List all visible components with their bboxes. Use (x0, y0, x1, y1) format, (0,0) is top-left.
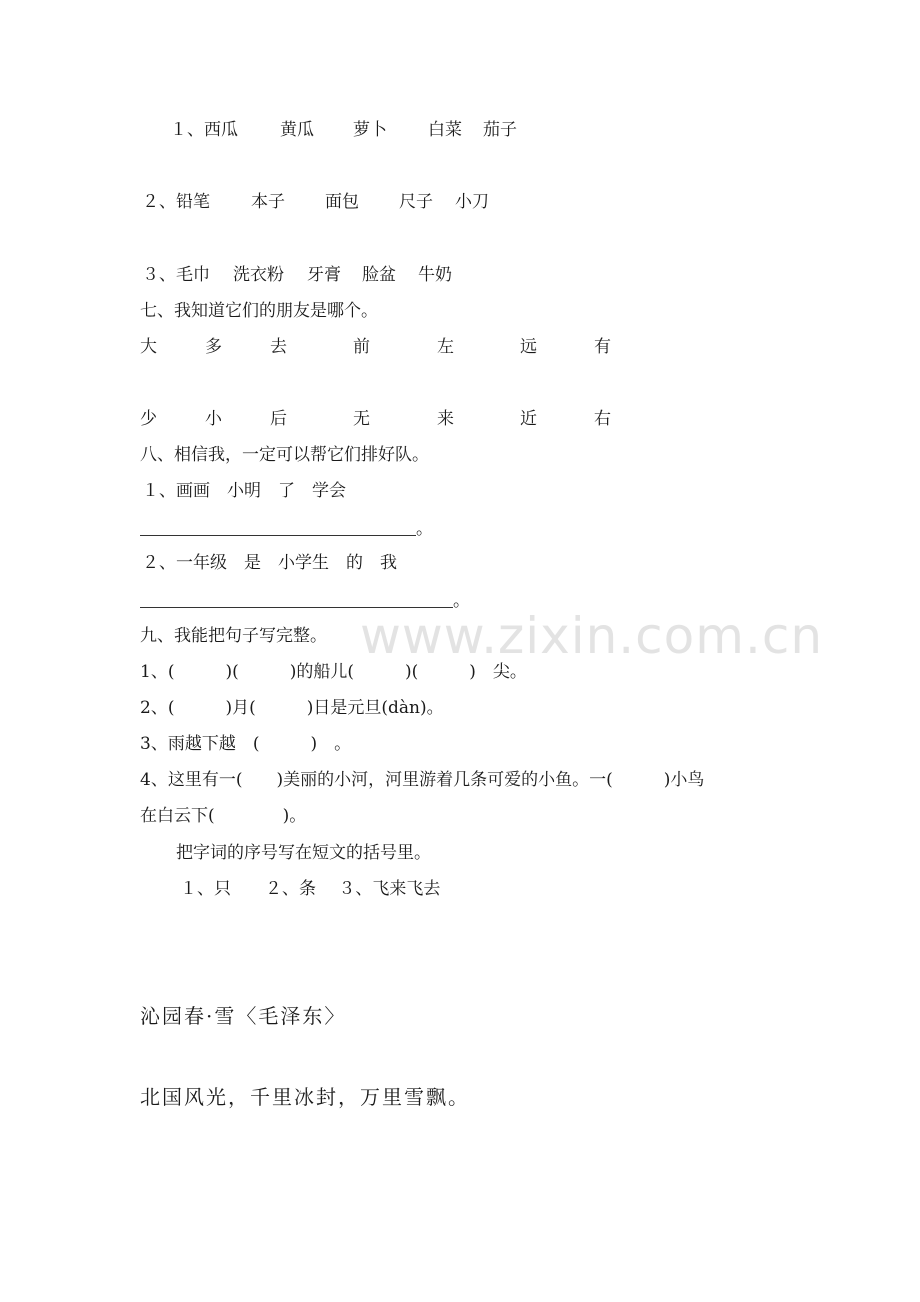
period: 。 (416, 519, 433, 539)
answer-blank-1[interactable] (140, 535, 416, 536)
word: 来 (437, 409, 454, 429)
section-8-title: 八、相信我，一定可以帮它们排好队。 (140, 445, 429, 465)
word: 多 (205, 337, 222, 357)
sentence-2: 2、( )月( )日是元旦(dàn)。 (140, 698, 444, 718)
word: 洗衣粉 (233, 265, 284, 285)
word: 有 (594, 337, 611, 357)
word: 近 (520, 409, 537, 429)
sentence-4-line-2: 在白云下( )。 (140, 806, 307, 826)
word: 萝卜 (353, 120, 387, 140)
word: 大 (140, 337, 157, 357)
word: 白菜 (428, 120, 462, 140)
word-options: １、只 ２、条 ３、飞来飞去 (180, 879, 441, 899)
watermark: www.zixin.com.cn (360, 607, 824, 665)
section-9-title: 九、我能把句子写完整。 (140, 626, 327, 646)
word: １、西瓜 (170, 120, 238, 140)
instruction: 把字词的序号写在短文的括号里。 (176, 843, 431, 863)
sentence-1: 1、( )( )的船儿( )( ) 尖。 (140, 662, 527, 682)
word: 远 (520, 337, 537, 357)
word: 后 (270, 409, 287, 429)
section-8-question-1: １、画画 小明 了 学会 (142, 481, 346, 501)
poem-line-1: 北国风光，千里冰封，万里雪飘。 (140, 1085, 470, 1109)
section-7-title: 七、我知道它们的朋友是哪个。 (140, 301, 378, 321)
sentence-3: 3、雨越下越 ( ) 。 (140, 734, 352, 754)
word: 脸盆 (362, 265, 396, 285)
word: 黄瓜 (280, 120, 314, 140)
word: 小 (205, 409, 222, 429)
word: 面包 (325, 192, 359, 212)
word: 牛奶 (418, 265, 452, 285)
word: 本子 (251, 192, 285, 212)
word: 前 (353, 337, 370, 357)
word: 左 (437, 337, 454, 357)
word: 茄子 (483, 120, 517, 140)
word: ２、铅笔 (142, 192, 210, 212)
word: ３、毛巾 (142, 265, 210, 285)
period: 。 (453, 591, 470, 611)
word: 少 (140, 409, 157, 429)
word: 尺子 (399, 192, 433, 212)
sentence-4-line-1: 4、这里有一( )美丽的小河，河里游着几条可爱的小鱼。一( )小鸟 (140, 770, 705, 790)
word: 右 (594, 409, 611, 429)
poem-title: 沁园春·雪〈毛泽东〉 (140, 1004, 347, 1028)
word: 小刀 (455, 192, 489, 212)
section-8-question-2: ２、一年级 是 小学生 的 我 (142, 553, 397, 573)
answer-blank-2[interactable] (140, 607, 453, 608)
word: 去 (270, 337, 287, 357)
word: 无 (353, 409, 370, 429)
word: 牙膏 (307, 265, 341, 285)
